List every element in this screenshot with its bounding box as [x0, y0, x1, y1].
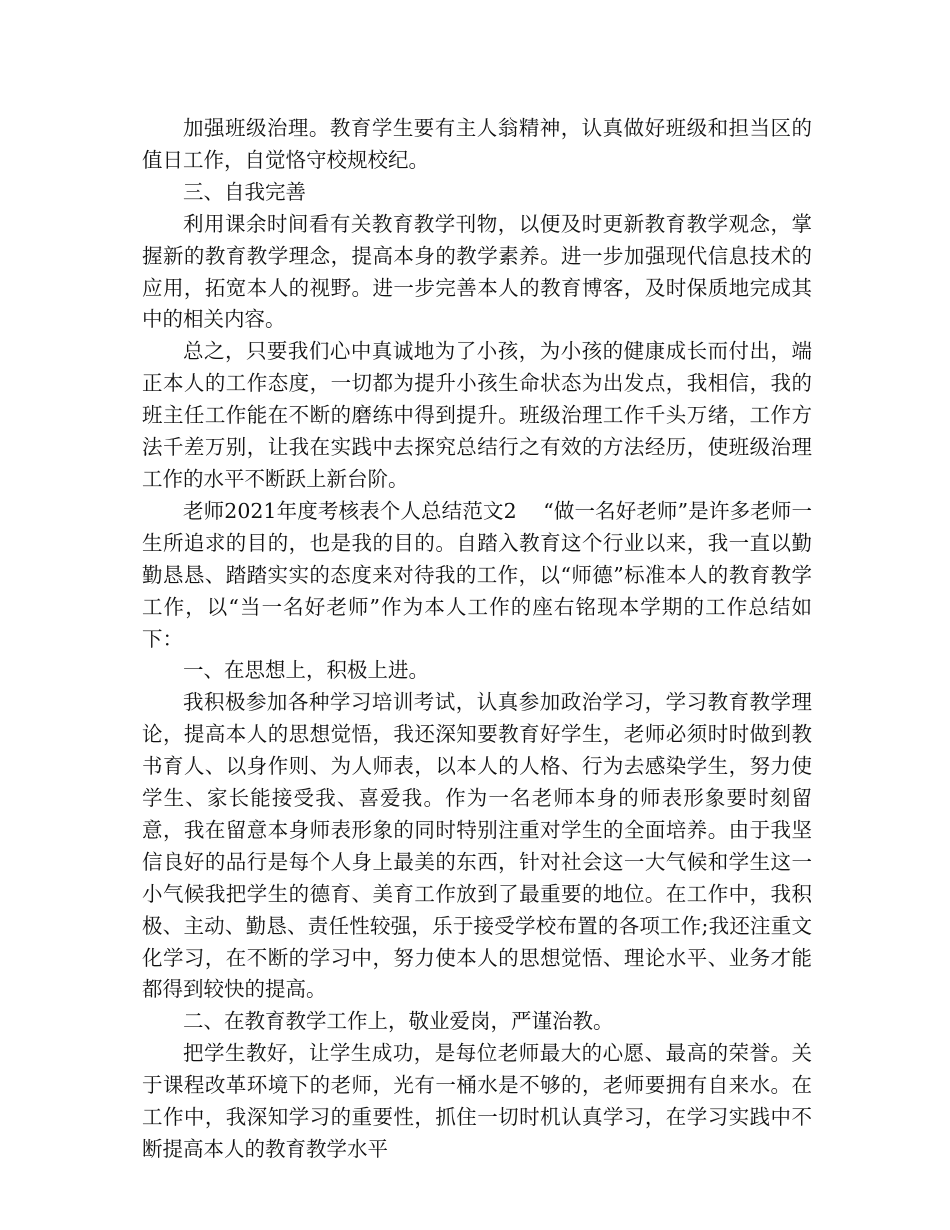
heading-teaching-work: 二、在教育教学工作上，敬业爱岗，严谨治教。 [183, 1009, 614, 1034]
paragraph-class-management: 加强班级治理。教育学生要有主人翁精神，认真做好班级和担当区的值日工作，自觉恪守校规校纪。 [142, 116, 812, 172]
paragraph-self-improvement: 利用课余时间看有关教育教学刊物，以便及时更新教育教学观念，掌握新的教育教学理念，提高本身的教学素养。进一步加强现代信息技术的应用，拓宽本人的视野。进一步完善本人的教育博客，及时保质地完成其中的相关内容。 [142, 211, 812, 332]
paragraph-ideology: 我积极参加各种学习培训考试，认真参加政治学习，学习教育教学理论，提高本人的思想觉悟，我还深知要教育好学生，老师必须时时做到教书育人、以身作则、为人师表，以本人的人格、行为去感染学生，努力使学生、家长能接受我、喜爱我。作为一名老师本身的师表形象要时刻留意，我在留意本身师表形象的同时特别注重对学生的全面培养。由于我坚信良好的品行是每个人身上最美的东西，针对社会这一大气候和学生这一小气候我把学生的德育、美育工作放到了最重要的地位。在工作中，我积极、主动、勤恳、责任性较强，乐于接受学校布置的各项工作;我还注重文化学习，在不断的学习中，努力使本人的思想觉悟、理论水平、业务才能都得到较快的提高。 [142, 690, 812, 1002]
document-page [142, 113, 812, 1166]
heading-ideology: 一、在思想上，积极上进。 [183, 658, 429, 683]
paragraph-sample-2-intro: 老师2021年度考核表个人总结范文2 “做一名好老师”是许多老师一生所追求的目的，也是我的目的。自踏入教育这个行业以来，我一直以勤勤恳恳、踏踏实实的态度来对待我的工作，以“师德”标准本人的教育教学工作，以“当一名好老师”作为本人工作的座右铭现本学期的工作总结如下： [142, 498, 812, 651]
paragraph-teaching-work: 把学生教好，让学生成功，是每位老师最大的心愿、最高的荣誉。关于课程改革环境下的老师，光有一桶水是不够的，老师要拥有自来水。在工作中，我深知学习的重要性，抓住一切时机认真学习，在学习实践中不断提高本人的教育教学水平 [142, 1041, 812, 1161]
heading-self-improvement: 三、自我完善 [183, 179, 306, 204]
paragraph-conclusion: 总之，只要我们心中真诚地为了小孩，为小孩的健康成长而付出，端正本人的工作态度，一切都为提升小孩生命状态为出发点，我相信，我的班主任工作能在不断的磨练中得到提升。班级治理工作千头万绪，工作方法千差万别，让我在实践中去探究总结行之有效的方法经历，使班级治理工作的水平不断跃上新台阶。 [142, 339, 812, 491]
